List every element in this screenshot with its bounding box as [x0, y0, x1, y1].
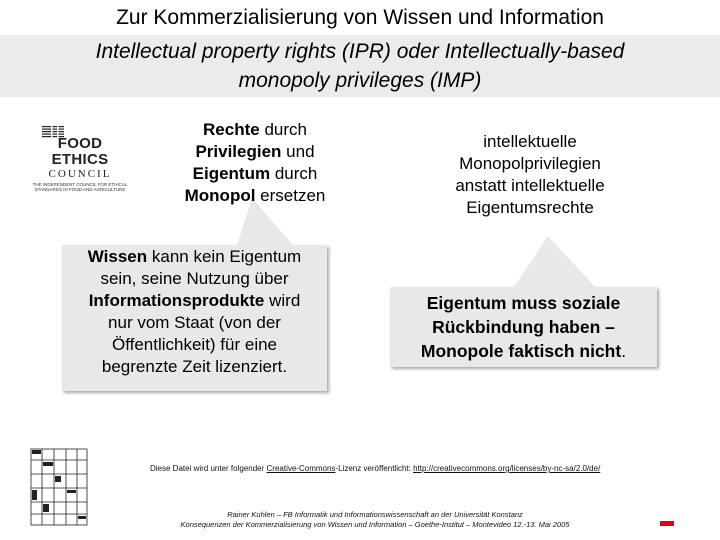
left-bubble-line-2: sein, seine Nutzung über	[100, 269, 289, 288]
left-statement-line-1: Rechte durch	[203, 120, 307, 139]
left-bubble-line-4: nur vom Staat (von der	[108, 313, 281, 332]
left-bubble-line-5: Öffentlichkeit) für eine	[111, 335, 278, 354]
left-bubble-line-1: Wissen kann kein Eigentum	[87, 247, 302, 266]
creative-commons-link[interactable]: Creative-Commons	[266, 464, 336, 473]
right-speech-bubble	[390, 287, 657, 367]
red-accent-mark	[660, 521, 674, 526]
logo-tagline-line-2: STANDARDS IN FOOD AND AGRICULTURE	[34, 187, 126, 192]
license-middle: -Lizenz veröffentlicht:	[335, 464, 414, 473]
left-bubble-line-3: Informationsprodukte wird	[88, 291, 301, 310]
left-bubble-line-6: begrenzte Zeit lizenziert.	[101, 357, 288, 376]
left-statement-line-4: Monopol ersetzen	[184, 186, 326, 205]
license-prefix: Diese Datei wird unter folgender	[150, 464, 267, 473]
left-statement-line-3: Eigentum durch	[192, 164, 318, 183]
page-title: Zur Kommerzialisierung von Wissen und Information	[0, 0, 720, 35]
left-statement	[160, 119, 350, 207]
right-statement-line-3: anstatt intellektuelle	[455, 176, 605, 195]
right-bubble-line-1: Eigentum muss soziale	[426, 293, 621, 313]
logo-council: COUNCIL	[48, 168, 112, 180]
right-bubble-pointer	[512, 236, 598, 290]
subtitle-line-1: Intellectual property rights (IPR) oder Intellectually-based	[95, 40, 625, 63]
subtitle-line-2: monopoly privileges (IMP)	[238, 69, 482, 92]
license-notice	[150, 464, 670, 473]
university-konstanz-logo-icon	[30, 448, 88, 526]
right-statement-line-2: Monopolprivilegien	[459, 154, 601, 173]
left-speech-bubble	[62, 245, 327, 391]
right-statement-line-1: intellektuelle	[483, 132, 577, 151]
left-statement-line-2: Privilegien und	[195, 142, 315, 161]
license-url-link[interactable]: http://creativecommons.org/licenses/by-nc-sa/2.0/de/	[413, 464, 601, 473]
logo-tagline-line-1: THE INDEPENDENT COUNCIL FOR ETHICAL	[32, 182, 128, 187]
right-bubble-line-2: Rückbindung haben –	[432, 317, 615, 337]
right-statement	[420, 131, 640, 219]
right-bubble-line-3: Monopole faktisch nicht.	[420, 341, 627, 361]
credit-line-2: Konsequenzen der Kommerzialisierung von Wissen und Information – Goethe-Institut – Montevideo 12.-13. Mai 2005	[180, 520, 570, 529]
logo-name: FOOD ETHICS	[51, 135, 109, 168]
credit-line-1: Rainer Kuhlen – FB Informatik und Informationswissenschaft an der Universität Konstanz	[227, 510, 523, 519]
footer-credit	[100, 510, 650, 530]
right-statement-line-4: Eigentumsrechte	[466, 198, 594, 217]
